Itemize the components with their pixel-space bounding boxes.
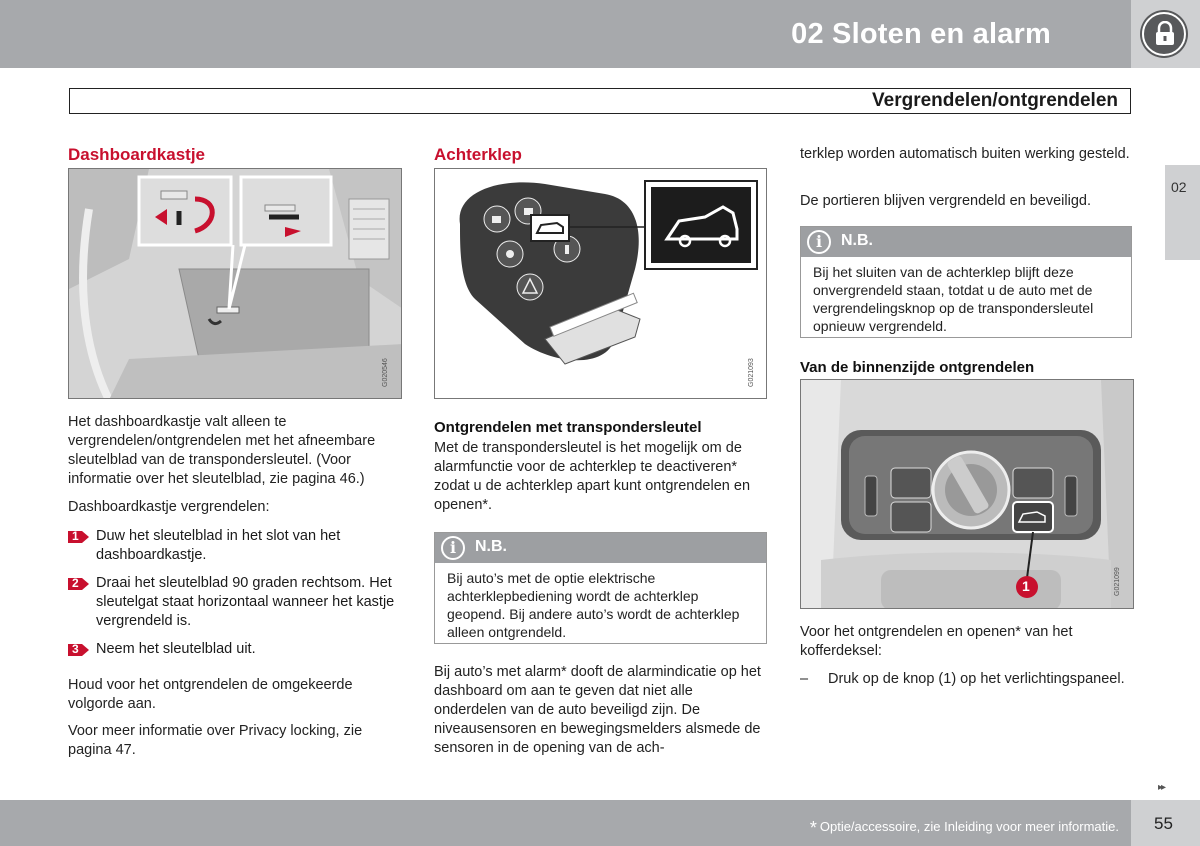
step-text: Neem het sleutelblad uit. bbox=[96, 641, 256, 657]
figure-code: G021093 bbox=[748, 358, 755, 387]
callout-number: 1 bbox=[1022, 578, 1030, 594]
side-tab-label: 02 bbox=[1171, 179, 1187, 195]
step-text: Draai het sleutelblad 90 graden rechtsom. Het sleutelgat staat horizontaal wanneer het kastje vergrendeld is. bbox=[96, 575, 395, 629]
step-2 bbox=[68, 574, 408, 634]
footnote-text: Optie/accessoire, zie Inleiding voor meer informatie. bbox=[819, 819, 1119, 834]
figure-code: G020546 bbox=[382, 358, 389, 387]
inside-unlock-instruction: Voor het ontgrendelen en openen* van het kofferdeksel: bbox=[800, 624, 1073, 659]
bullet-dash: – bbox=[800, 671, 809, 687]
chapter-icon-box bbox=[1131, 0, 1200, 68]
step-text: Duw het sleutelblad in het slot van het dashboardkastje. bbox=[96, 528, 341, 563]
section-title-box bbox=[69, 88, 1131, 114]
section-title: Vergrendelen/ontgrendelen bbox=[872, 90, 1118, 111]
tailgate-heading: Achterklep bbox=[434, 145, 522, 164]
light-panel-illustration bbox=[801, 380, 1134, 609]
inside-unlock-subheading: Van de binnenzijde ontgrendelen bbox=[800, 359, 1035, 376]
alarm-text: Bij auto’s met alarm* dooft de alarmindicatie op het dashboard om aan te geven dat niet alle onderdelen van de auto beveiligd zijn. De niveausensoren en bewegingsmelders alsmede de sensoren in de opening van de ach- bbox=[434, 664, 761, 756]
page-number: 55 bbox=[1154, 814, 1173, 833]
transponder-subheading: Ontgrendelen met transpondersleutel bbox=[434, 419, 702, 436]
footnote-star: * bbox=[809, 818, 817, 838]
transponder-body: Met de transpondersleutel is het mogelijk om de alarmfunctie voor de achterklep te deactiveren* zodat u de achterklep apart kunt ontgrendelen en openen*. bbox=[434, 440, 751, 513]
footer-note bbox=[810, 818, 1119, 839]
steps-title: Dashboardkastje vergrendelen: bbox=[68, 499, 270, 515]
more-info: Voor meer informatie over Privacy locking, zie pagina 47. bbox=[68, 723, 363, 758]
nb-note-box bbox=[800, 226, 1132, 338]
step-3 bbox=[68, 640, 408, 660]
locked-text: De portieren blijven vergrendeld en beveiligd. bbox=[800, 193, 1091, 209]
padlock-icon bbox=[1142, 12, 1186, 56]
nb-header bbox=[435, 533, 766, 563]
glovebox-intro: Het dashboardkastje valt alleen te vergrendelen/ontgrendelen met het afneembare sleutelblad van de transpondersleutel. (Voor informatie over het sleutelblad, zie pagina 46.) bbox=[68, 414, 376, 487]
light-panel-figure bbox=[800, 379, 1134, 609]
page-number-box bbox=[1131, 800, 1200, 846]
footer-bar bbox=[0, 800, 1131, 846]
header-bar bbox=[0, 0, 1131, 68]
nb-note-box bbox=[434, 532, 767, 644]
dashboard-heading: Dashboardkastje bbox=[68, 145, 205, 164]
remote-key-figure bbox=[434, 168, 767, 399]
nb-label: N.B. bbox=[475, 538, 507, 555]
chapter-title: 02 Sloten en alarm bbox=[791, 18, 1051, 50]
glovebox-figure bbox=[68, 168, 402, 399]
continue-marker: ▸▸ bbox=[1158, 782, 1165, 793]
step-1 bbox=[68, 527, 408, 567]
step-number-badge: 1 bbox=[68, 529, 90, 545]
unlock-note: Houd voor het ontgrendelen de omgekeerde volgorde aan. bbox=[68, 677, 353, 712]
continued-text: terklep worden automatisch buiten werking gesteld. bbox=[800, 146, 1130, 162]
step-number-badge: 2 bbox=[68, 576, 90, 592]
nb-header bbox=[801, 227, 1131, 257]
nb-text: Bij het sluiten van de achterklep blijft deze onvergrendeld staan, totdat u de auto met de vergrendelingsknop op de transpondersleutel opnieuw vergrendeld. bbox=[813, 264, 1094, 334]
step-number-badge: 3 bbox=[68, 642, 90, 658]
figure-code: G021099 bbox=[1114, 567, 1121, 596]
remote-key-illustration bbox=[435, 169, 767, 399]
nb-label: N.B. bbox=[841, 232, 873, 249]
info-icon: i bbox=[807, 230, 831, 254]
chapter-side-tab bbox=[1165, 165, 1200, 260]
info-icon: i bbox=[441, 536, 465, 560]
nb-text: Bij auto’s met de optie elektrische achterklepbediening wordt de achterklep geopend. Bij andere auto’s wordt de achterklep alleen ontgrendeld. bbox=[447, 570, 740, 640]
inside-unlock-bullet: Druk op de knop (1) op het verlichtingspaneel. bbox=[828, 671, 1125, 687]
glovebox-illustration bbox=[69, 169, 402, 399]
